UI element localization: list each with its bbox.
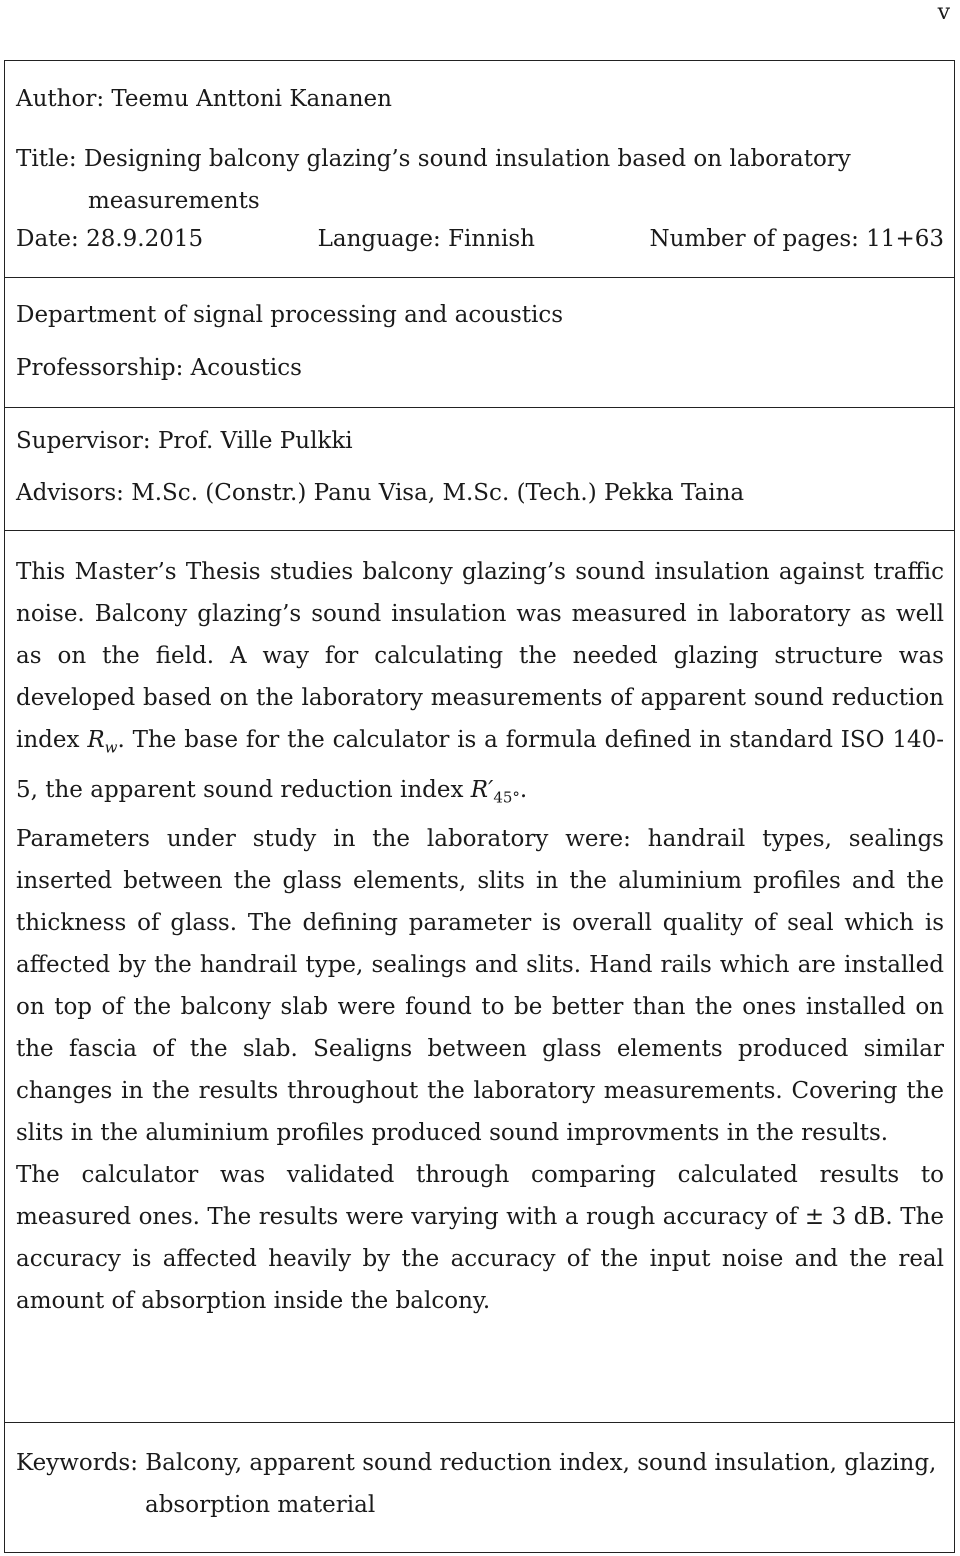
supervision-box	[4, 407, 955, 531]
abstract-paragraph-1: This Master’s Thesis studies balcony glazing’s sound insulation against traffic noise. Balcony glazing’s sound insulation was measured in laboratory as well as on the field. A way for calculating the needed glazing structure was developed based on the laboratory measurements of apparent sound reduction index $R_w$. The base for the calculator is a formula defined in standard ISO 140-5, the apparent sound reduction index $R'_{45^\circ}$.	[16, 559, 944, 807]
keywords-line-continued: absorption material	[145, 1492, 376, 1518]
keywords-line: Keywords: Balcony, apparent sound reduction index, sound insulation, glazing,	[16, 1450, 937, 1476]
title-line: Title: Designing balcony glazing’s sound insulation based on laboratory	[16, 146, 851, 172]
abstract-paragraph-3: The calculator was validated through comparing calculated results to measured ones. The results were varying with a rough accuracy of ± 3 dB. The accuracy is affected heavily by the accuracy of the input noise and the real amount of absorption inside the balcony.	[16, 1162, 944, 1315]
page-number: v	[937, 0, 950, 25]
title-line-continued: measurements	[88, 188, 260, 214]
abstract-text	[16, 551, 944, 1322]
department-box	[4, 277, 955, 408]
department-line: Department of signal processing and acoustics	[16, 302, 564, 328]
author-line: Author: Teemu Anttoni Kananen	[16, 86, 392, 112]
meta-row	[16, 226, 944, 252]
advisors-line: Advisors: M.Sc. (Constr.) Panu Visa, M.Sc. (Tech.) Pekka Taina	[16, 480, 745, 506]
professorship-line: Professorship: Acoustics	[16, 355, 302, 381]
abstract-paragraph-2: Parameters under study in the laboratory were: handrail types, sealings inserted between the glass elements, slits in the aluminium profiles and the thickness of glass. The defining parameter is overall quality of seal which is affected by the handrail type, sealings and slits. Hand rails which are installed on top of the balcony slab were found to be better than the ones installed on the fascia of the slab. Sealigns between glass elements produced similar changes in the results throughout the laboratory measurements. Covering the slits in the aluminium profiles produced sound improvments in the results.	[16, 826, 944, 1147]
date-field: Date: 28.9.2015	[16, 226, 204, 252]
language-field: Language: Finnish	[317, 226, 535, 252]
supervisor-line: Supervisor: Prof. Ville Pulkki	[16, 428, 353, 454]
keywords-box	[4, 1422, 955, 1553]
pages-field: Number of pages: 11+63	[649, 226, 944, 252]
